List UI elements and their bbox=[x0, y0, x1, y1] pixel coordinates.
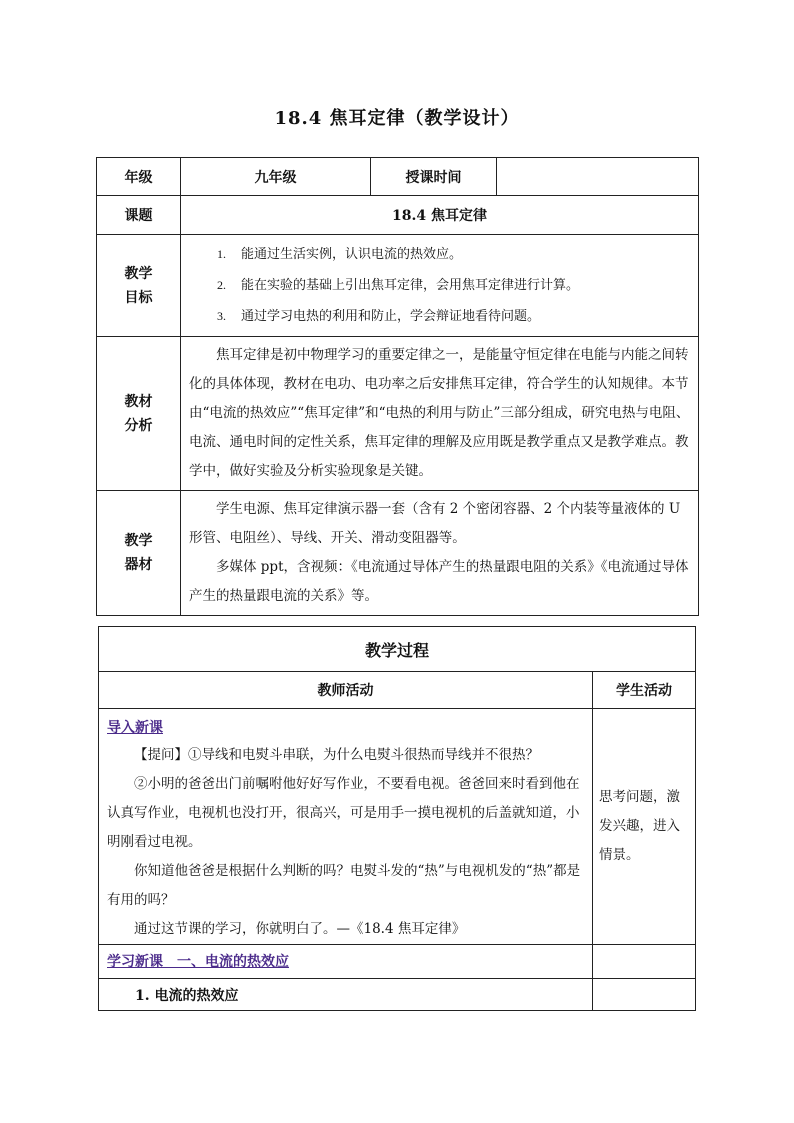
analysis-label-line2: 分析 bbox=[124, 417, 153, 434]
info-table bbox=[96, 157, 699, 616]
question-3: 你知道他爸爸是根据什么判断的吗？电熨斗发的“热”与电视机发的“热”都是有用的吗？ bbox=[107, 863, 581, 908]
teacher-activity-cell bbox=[99, 709, 593, 945]
question-1: 【提问】①导线和电熨斗串联，为什么电熨斗很热而导线并不很热？ bbox=[134, 747, 539, 763]
materials-label-line2: 器材 bbox=[124, 557, 153, 573]
grade-label: 年级 bbox=[97, 158, 181, 196]
goals-label-line2: 目标 bbox=[124, 289, 153, 306]
process-table bbox=[98, 626, 696, 1011]
goals-cell bbox=[181, 235, 699, 337]
materials-cell bbox=[181, 491, 699, 616]
topic-label: 课题 bbox=[97, 196, 181, 235]
materials-para-1: 学生电源、焦耳定律演示器一套（含有 2 个密闭容器、2 个内装等量液体的 U 形管、电阻丝）、导线、开关、滑动变阻器等。 bbox=[189, 501, 681, 546]
subsection-title: 1. 电流的热效应 bbox=[135, 987, 239, 1004]
teacher-col-header: 教师活动 bbox=[99, 672, 593, 709]
materials-para-2: 多媒体 ppt，含视频：《电流通过导体产生的热量跟电阻的关系》《电流通过导体产生的热量跟电流的关系》等。 bbox=[189, 559, 689, 604]
goal-text: 能在实验的基础上引出焦耳定律，会用焦耳定律进行计算。 bbox=[241, 278, 580, 293]
goal-item bbox=[217, 270, 698, 301]
question-2: ②小明的爸爸出门前嘱咐他好好写作业，不要看电视。爸爸回来时看到他在认真写作业，电视机也没打开，很高兴，可是用手一摸电视机的后盖就知道，小明刚看过电视。 bbox=[107, 776, 580, 850]
analysis-cell bbox=[181, 337, 699, 491]
question-4: 通过这节课的学习，你就明白了。—《18.4 焦耳定律》 bbox=[134, 921, 466, 937]
analysis-label-line1: 教材 bbox=[124, 393, 153, 410]
student-activity-cell: 思考问题，激发兴趣，进入情景。 bbox=[593, 709, 696, 945]
goal-item bbox=[217, 239, 698, 270]
goals-list bbox=[181, 235, 698, 336]
goal-number: 1. bbox=[217, 247, 226, 261]
section-new-lesson-cell bbox=[99, 945, 593, 979]
time-value bbox=[497, 158, 699, 196]
goal-number: 2. bbox=[217, 278, 226, 292]
time-label: 授课时间 bbox=[371, 158, 497, 196]
analysis-label bbox=[97, 337, 181, 491]
student-col-header: 学生活动 bbox=[593, 672, 696, 709]
section-intro-link[interactable]: 导入新课 bbox=[107, 720, 163, 736]
empty-student-cell bbox=[593, 945, 696, 979]
goals-label bbox=[97, 235, 181, 337]
materials-label-line1: 教学 bbox=[124, 533, 153, 549]
process-header: 教学过程 bbox=[99, 627, 696, 672]
subsection-cell bbox=[99, 979, 593, 1011]
grade-value: 九年级 bbox=[181, 158, 371, 196]
goal-item bbox=[217, 301, 698, 332]
section-new-lesson-link[interactable]: 学习新课 一、电流的热效应 bbox=[107, 953, 289, 970]
analysis-text: 焦耳定律是初中物理学习的重要定律之一，是能量守恒定律在电能与内能之间转化的具体体现，教材在电功、电功率之后安排焦耳定律，符合学生的认知规律。本节由“电流的热效应”“焦耳定律”和“电热的利用与防止”三部分组成，研究电热与电阻、电流、通电时间的定性关系，焦耳定律的理解及应用既是教学重点又是教学难点。教学中，做好实验及分析实验现象是关键。 bbox=[189, 347, 690, 479]
goal-number: 3. bbox=[217, 309, 226, 323]
goal-text: 通过学习电热的利用和防止，学会辩证地看待问题。 bbox=[241, 309, 541, 324]
empty-student-cell-2 bbox=[593, 979, 696, 1011]
goal-text: 能通过生活实例，认识电流的热效应。 bbox=[241, 247, 463, 262]
page-title: 18.4 焦耳定律（教学设计） bbox=[274, 108, 520, 129]
materials-label bbox=[97, 491, 181, 616]
goals-label-line1: 教学 bbox=[124, 265, 153, 282]
topic-value: 18.4 焦耳定律 bbox=[181, 196, 699, 235]
